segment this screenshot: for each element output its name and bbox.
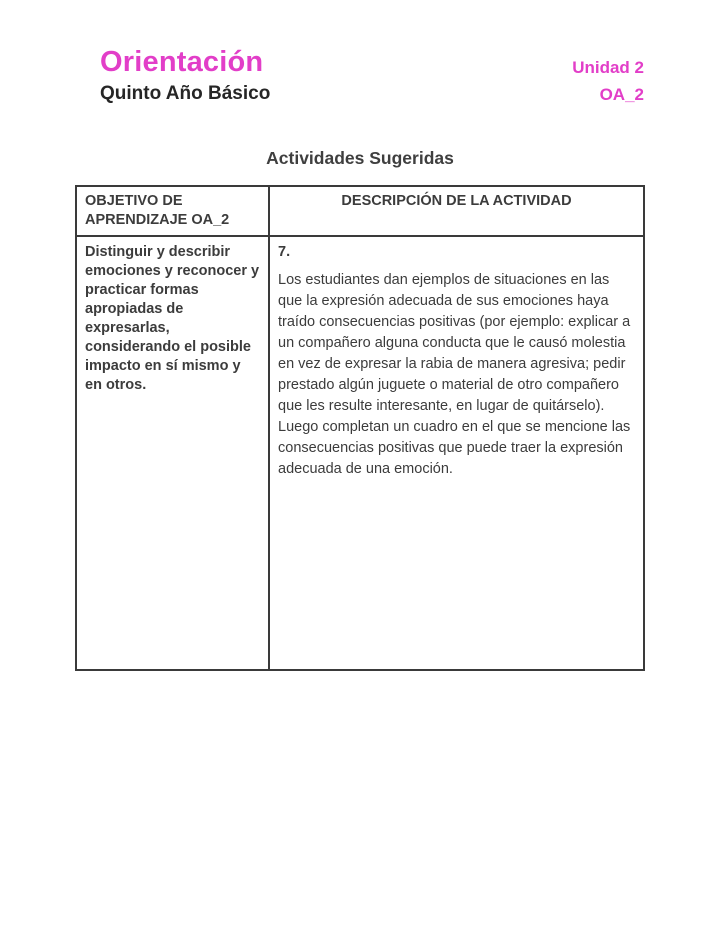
subject-title: Orientación (100, 46, 264, 78)
objective-cell (76, 236, 269, 670)
section-heading: Actividades Sugeridas (266, 148, 454, 168)
table-header-row (76, 186, 644, 236)
table-row (76, 236, 644, 670)
oa-code-label: OA_2 (599, 85, 644, 104)
description-cell (269, 236, 644, 670)
column-header-objective: OBJETIVO DE APRENDIZAJE OA_2 (76, 186, 269, 236)
title-block (100, 46, 270, 106)
activity-number: 7. (278, 244, 291, 260)
activities-table (75, 185, 645, 671)
activity-description: Los estudiantes dan ejemplos de situaciones en las que la expresión adecuada de sus emociones haya traído consecuencias positivas (por ejemplo: explicar a un compañero alguna conducta que le causó molestia en vez de expresar la rabia de manera agresiva; pedir prestado algún juguete o material de otro compañero que les resulte interesante, en lugar de quitárselo). Luego completan un cuadro en el que se mencione las consecuencias positivas que puede traer la expresión adecuada de una emoción. (278, 272, 631, 477)
document-header (100, 46, 644, 108)
grade-subtitle: Quinto Año Básico (100, 83, 271, 104)
column-header-description: DESCRIPCIÓN DE LA ACTIVIDAD (269, 186, 644, 236)
objective-text: Distinguir y describir emociones y reconocer y practicar formas apropiadas de expresarlas, considerando el posible impacto en sí mismo y en otros. (85, 244, 260, 393)
unit-block (572, 46, 644, 108)
unit-label: Unidad 2 (572, 58, 644, 77)
